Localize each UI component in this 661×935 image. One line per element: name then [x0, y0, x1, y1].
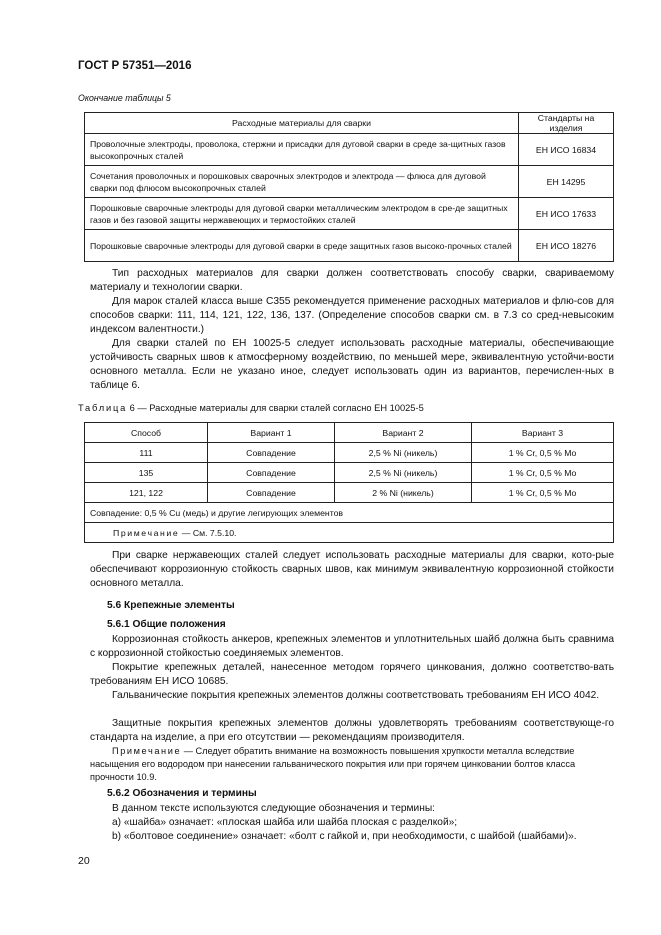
paragraph-en10025: Для сварки сталей по ЕН 10025-5 следует использовать расходные материалы, обеспечивающие устойчивость сварных швов к атмосферному воздействию, по меньшей мере, эквивалентную устойчи-вости основного металла. Если не указано иное, следует использовать один из вариантов, перечислен-ных в таблице 6. — [90, 338, 614, 392]
note-label: Примечание — [112, 746, 182, 756]
list-item-washer: a) «шайба» означает: «плоская шайба или шайба плоская с разделкой»; — [112, 817, 458, 828]
table6-header: Вариант 3 — [472, 423, 614, 443]
table6-note — [85, 523, 614, 543]
paragraph-protective-coatings: Защитные покрытия крепежных элементов должны удовлетворять требованиям соответствующе-го стандарта на изделие, а при его отсутствии — рекомендациям производителя. — [90, 718, 614, 744]
table6-cell: 111 — [85, 443, 208, 463]
table6-cell: 2 % Ni (никель) — [335, 483, 472, 503]
table6-caption-text: 6 — Расходные материалы для сварки сталей согласно ЕН 10025-5 — [129, 403, 424, 413]
document-header: ГОСТ Р 57351—2016 — [78, 60, 192, 72]
paragraph-steel-grades: Для марок сталей класса выше С355 рекомендуется применение расходных материалов и флю-сов для способов сварки: 111, 114, 121, 122, 136, 137. (Определение способов сварки см. в 7.3 со сред-невысоким индексом валентности.) — [90, 296, 614, 336]
table5-cell: Проволочные электроды, проволока, стержни и присадки для дуговой сварки в среде за-щитных газов высокопрочных сталей — [85, 134, 519, 166]
table-6 — [84, 422, 614, 543]
table6-cell: 2,5 % Ni (никель) — [335, 463, 472, 483]
table6-cell: Совпадение — [208, 483, 335, 503]
table6-cell: Совпадение — [208, 443, 335, 463]
paragraph-hot-dip: Покрытие крепежных деталей, нанесенное методом горячего цинкования, должно соответство-вать требованиям ЕН ИСО 10685. — [90, 662, 614, 688]
note-text: — Следует обратить внимание на возможность повышения хрупкости металла вследствие насыщения его водородом при нанесении гальванического покрытия или при горячем цинковании болтов класса прочности 10.9. — [90, 746, 576, 782]
table6-caption — [78, 403, 424, 413]
table5-cell: Порошковые сварочные электроды для дуговой сварки металлическим электродом в сре-де защитных газов и без газовой защиты нержавеющих и термостойких сталей — [85, 198, 519, 230]
table5-cell: ЕН 14295 — [519, 166, 614, 198]
note-hydrogen — [90, 745, 614, 784]
table6-cell: 2,5 % Ni (никель) — [335, 443, 472, 463]
paragraph-fastener-corrosion: Коррозионная стойкость анкеров, крепежных элементов и уплотнительных шайб должна быть сравнима с коррозионной стойкостью соединяемых элементов. — [90, 634, 614, 660]
section-title-5-6: 5.6 Крепежные элементы — [107, 600, 235, 611]
table6-header: Вариант 2 — [335, 423, 472, 443]
table5-cell: Сочетания проволочных и порошковых сварочных электродов и электрода — флюса для дуговой сварки под флюсом высокопрочных сталей — [85, 166, 519, 198]
section-title-5-6-1: 5.6.1 Общие положения — [107, 619, 226, 630]
paragraph-terms-intro: В данном тексте используются следующие обозначения и термины: — [112, 803, 436, 814]
table5-cell: Порошковые сварочные электроды для дуговой сварки в среде защитных газов высоко-прочных сталей — [85, 230, 519, 262]
table6-note-label: Примечание — [113, 527, 180, 538]
table6-cell: 1 % Cr, 0,5 % Mo — [472, 443, 614, 463]
table6-header: Вариант 1 — [208, 423, 335, 443]
table6-cell: 1 % Cr, 0,5 % Mo — [472, 483, 614, 503]
table6-footnote: Совпадение: 0,5 % Cu (медь) и другие легирующих элементов — [85, 503, 614, 523]
table6-note-text: — См. 7.5.10. — [181, 527, 237, 538]
table-5 — [84, 112, 614, 262]
table6-caption-label: Таблица — [78, 403, 128, 413]
table6-header: Способ — [85, 423, 208, 443]
table6-cell: 121, 122 — [85, 483, 208, 503]
table6-cell: 1 % Cr, 0,5 % Mo — [472, 463, 614, 483]
table5-caption: Окончание таблицы 5 — [78, 93, 171, 103]
table5-header-standards: Стандарты на изделия — [519, 113, 614, 134]
list-item-bolted-joint: b) «болтовое соединение» означает: «болт с гайкой и, при необходимости, с шайбой (шайбами)». — [112, 831, 577, 842]
section-title-5-6-2: 5.6.2 Обозначения и термины — [107, 788, 257, 799]
table5-cell: ЕН ИСО 16834 — [519, 134, 614, 166]
paragraph-galvanic: Гальванические покрытия крепежных элементов должны соответствовать требованиям ЕН ИСО 4042. — [112, 690, 600, 701]
paragraph-consumables-type: Тип расходных материалов для сварки должен соответствовать способу сварки, свариваемому материалу и технологии сварки. — [90, 268, 614, 294]
table5-cell: ЕН ИСО 18276 — [519, 230, 614, 262]
table5-cell: ЕН ИСО 17633 — [519, 198, 614, 230]
table6-cell: Совпадение — [208, 463, 335, 483]
table6-cell: 135 — [85, 463, 208, 483]
page-number: 20 — [78, 855, 90, 867]
paragraph-stainless: При сварке нержавеющих сталей следует использовать расходные материалы для сварки, кото-рые обеспечивают коррозионную стойкость сварных швов, как минимум эквивалентную коррозионной стойкости основного металла. — [90, 550, 614, 590]
table5-header-materials: Расходные материалы для сварки — [85, 113, 519, 134]
